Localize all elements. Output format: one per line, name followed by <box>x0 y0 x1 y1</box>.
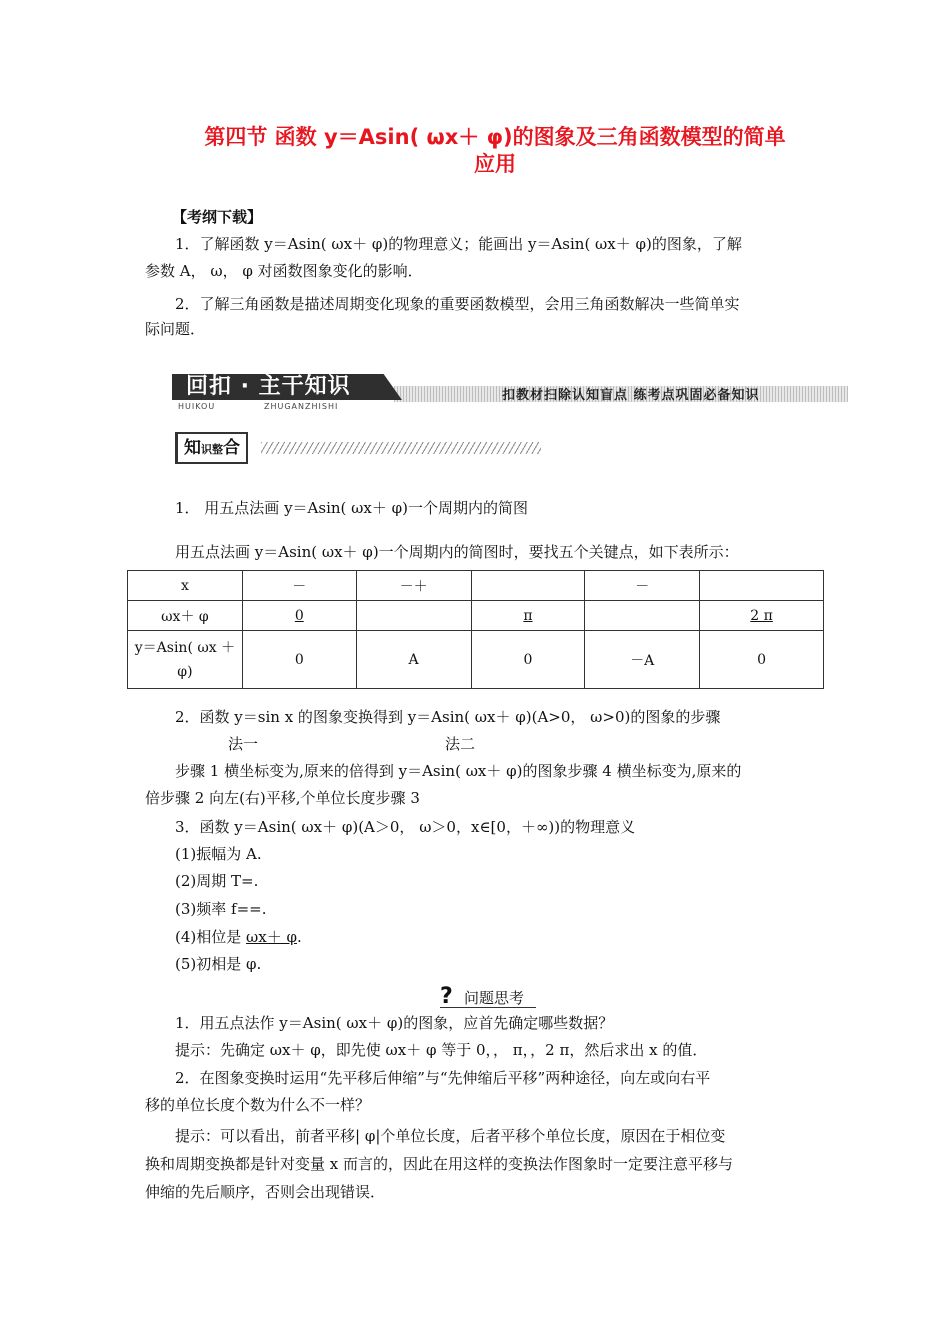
question-1: 1．用五点法作 y＝Asin( ωx＋ φ)的图象，应首先确定哪些数据？ <box>175 1014 614 1032</box>
table-cell-value: 0 <box>294 607 304 624</box>
meaning-amplitude: (1)振幅为 A. <box>175 845 262 863</box>
table-cell-value: π <box>523 607 533 624</box>
meaning-phase-end: . <box>297 928 302 946</box>
question-2-line-1: 2．在图象变换时运用“先平移后伸缩”与“先伸缩后平移”两种途径，向左或向右平 <box>175 1069 711 1087</box>
syllabus-item-1-line-1: 1．了解函数 y＝Asin( ωx＋ φ)的物理意义；能画出 y＝Asin( ωx＋ φ)的图象，了解 <box>175 235 742 253</box>
section-2-heading: 2．函数 y＝sin x 的图象变换得到 y＝Asin( ωx＋ φ)(A>0， ω>0)的图象的步骤 <box>175 708 721 726</box>
answer-2-line-1: 提示：可以看出，前者平移| φ|个单位长度，后者平移个单位长度，原因在于相位变 <box>175 1127 726 1145</box>
knowledge-tag-hatch <box>261 442 541 454</box>
table-cell: 0 <box>242 631 356 689</box>
syllabus-item-2-line-2: 际问题． <box>145 320 206 338</box>
five-point-table <box>127 570 824 689</box>
banner-pinyin-1: HUIKOU <box>178 402 216 411</box>
meaning-phase-value: ωx＋ φ <box>246 928 297 946</box>
section-banner <box>172 372 848 412</box>
table-cell: A <box>356 631 471 689</box>
question-think-text: 问题思考 <box>464 989 525 1007</box>
answer-2-line-3: 伸缩的先后顺序，否则会出现错误． <box>145 1183 386 1201</box>
banner-slogan: 扣教材扫除认知盲点 练考点巩固必备知识 <box>502 388 760 403</box>
section-1-intro: 用五点法画 y＝Asin( ωx＋ φ)一个周期内的简图时，要找五个关键点，如下表所示： <box>175 543 739 561</box>
question-2-line-2: 移的单位长度个数为什么不一样？ <box>145 1096 371 1114</box>
knowledge-tag-char-4: 合 <box>223 438 240 458</box>
table-cell <box>471 571 585 601</box>
table-cell: －A <box>585 631 700 689</box>
table-row <box>128 631 824 689</box>
knowledge-tag-char-1: 知 <box>184 438 201 458</box>
table-cell: 0 <box>471 631 585 689</box>
section-3-heading: 3．函数 y＝Asin( ωx＋ φ)(A＞0， ω＞0，x∈[0，＋∞))的物理意义 <box>175 818 636 836</box>
table-cell-value: 2 π <box>750 607 773 624</box>
meaning-phase <box>175 924 845 950</box>
table-row <box>128 601 824 631</box>
table-cell: x <box>128 571 243 601</box>
meaning-phase-label: (4)相位是 <box>175 928 247 946</box>
table-row <box>128 571 824 601</box>
question-think-label <box>440 985 540 1009</box>
table-cell <box>700 571 824 601</box>
method-2-label: 法二 <box>445 735 476 753</box>
question-mark-icon: ? <box>440 984 453 1009</box>
meaning-period: (2)周期 T=. <box>175 872 259 890</box>
section-2-steps-line-2: 倍步骤 2 向左(右)平移,个单位长度步骤 3 <box>145 789 420 807</box>
section-1-heading: 1． 用五点法画 y＝Asin( ωx＋ φ)一个周期内的简图 <box>175 499 528 517</box>
table-cell <box>585 601 700 631</box>
banner-title: 回扣 · 主干知识 <box>186 374 351 399</box>
question-think-underline <box>440 1007 536 1008</box>
syllabus-item-2-line-1: 2．了解三角函数是描述周期变化现象的重要函数模型，会用三角函数解决一些简单实 <box>175 295 740 313</box>
page-title <box>150 124 840 178</box>
table-cell <box>700 601 824 631</box>
knowledge-tag-box <box>175 432 248 464</box>
table-cell: 0 <box>700 631 824 689</box>
table-cell: y＝Asin( ωx ＋ φ) <box>128 631 243 689</box>
table-cell <box>242 601 356 631</box>
answer-2-line-2: 换和周期变换都是针对变量 x 而言的，因此在用这样的变换法作图象时一定要注意平移与 <box>145 1155 733 1173</box>
table-cell: ωx＋ φ <box>128 601 243 631</box>
answer-1: 提示：先确定 ωx＋ φ，即先使 ωx＋ φ 等于 0，， π，，2 π，然后求出 x 的值． <box>175 1041 708 1059</box>
knowledge-tag <box>175 432 555 462</box>
syllabus-item-1-line-2: 参数 A， ω， φ 对函数图象变化的影响． <box>145 262 423 280</box>
table-cell: －＋ <box>356 571 471 601</box>
title-line-1: 第四节 函数 y＝Asin( ωx＋ φ)的图象及三角函数模型的简单 <box>204 125 786 149</box>
table-cell: － <box>242 571 356 601</box>
meaning-initial-phase: (5)初相是 φ. <box>175 955 262 973</box>
method-1-label: 法一 <box>228 735 259 753</box>
table-cell <box>356 601 471 631</box>
title-line-2: 应用 <box>474 152 516 176</box>
section-2-steps-line-1: 步骤 1 横坐标变为,原来的倍得到 y＝Asin( ωx＋ φ)的图象步骤 4 横坐标变为,原来的 <box>175 762 742 780</box>
syllabus-heading: 【考纲下载】 <box>172 208 263 226</box>
banner-pinyin-2: ZHUGANZHISHI <box>264 402 339 411</box>
table-cell <box>471 601 585 631</box>
meaning-frequency: (3)频率 f==. <box>175 900 267 918</box>
knowledge-tag-char-3: 整 <box>212 443 223 456</box>
knowledge-tag-char-2: 识 <box>201 443 212 456</box>
table-cell: － <box>585 571 700 601</box>
